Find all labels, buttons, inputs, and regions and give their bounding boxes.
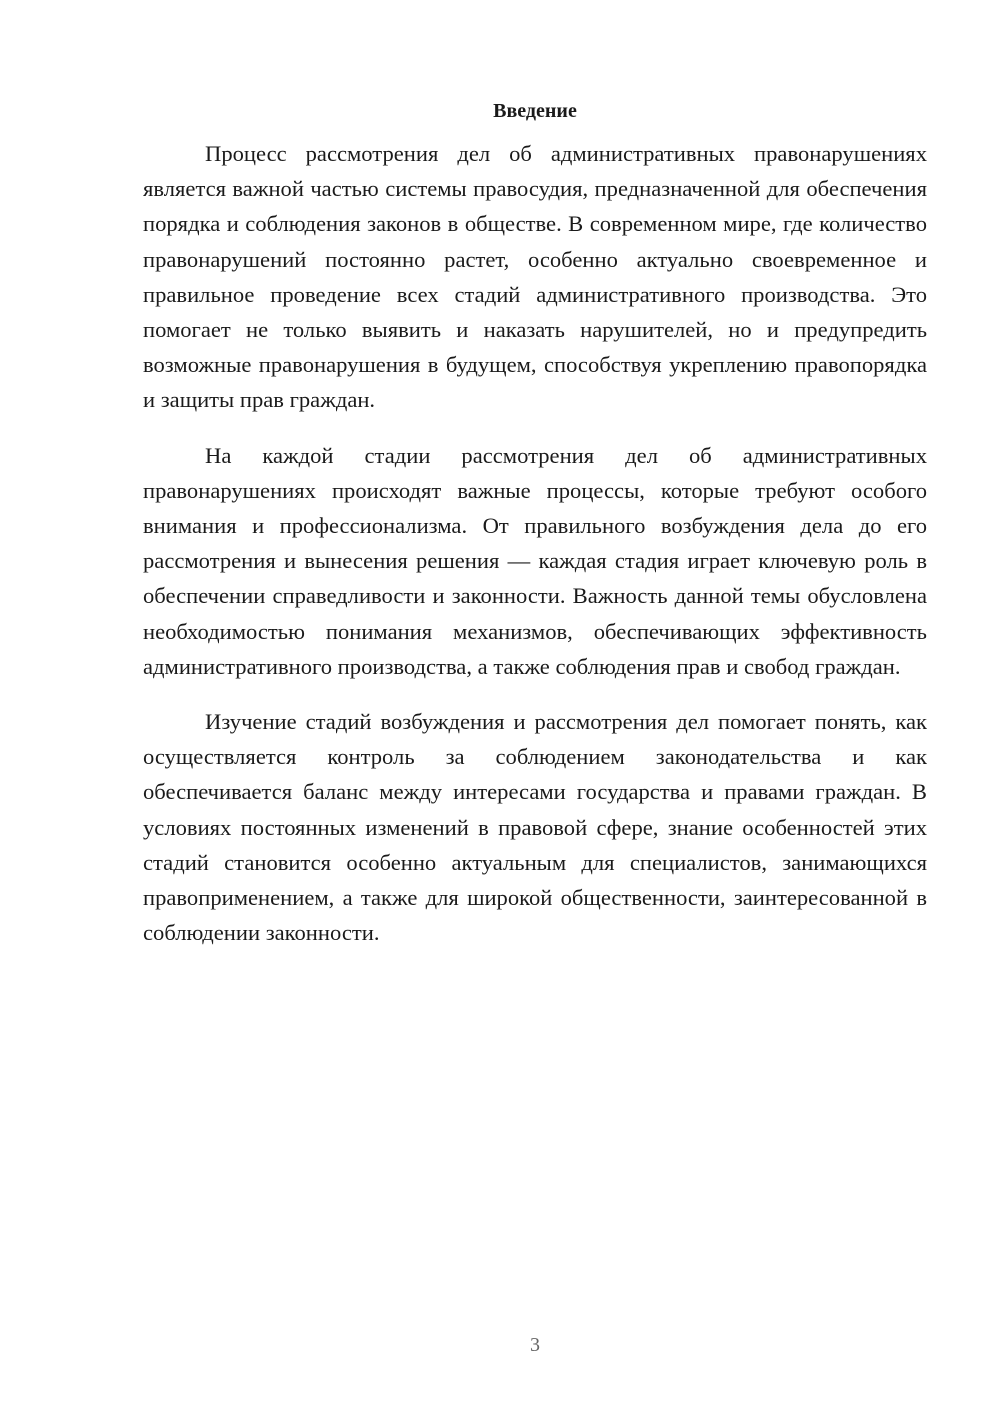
document-body [143, 96, 927, 970]
paragraph-3: Изучение стадий возбуждения и рассмотрения дел помогает понять, как осуществляется контроль за соблюдением законодательства и как обеспечивается баланс между интересами государства и правами граждан. В условиях постоянных изменений в правовой сфере, знание особенностей этих стадий становится особенно актуальным для специалистов, занимающихся правоприменением, а также для широкой общественности, заинтересованной в соблюдении законности. [143, 709, 927, 946]
paragraph-1: Процесс рассмотрения дел об административных правонарушениях является важной частью системы правосудия, предназначенной для обеспечения порядка и соблюдения законов в обществе. В современном мире, где количество правонарушений постоянно растет, особенно актуально своевременное и правильное проведение всех стадий административного производства. Это помогает не только выявить и наказать нарушителей, но и предупредить возможные правонарушения в будущем, способствуя укреплению правопорядка и защиты прав граждан. [143, 141, 927, 413]
section-title: Введение [493, 100, 577, 122]
page-number: 3 [530, 1334, 540, 1356]
paragraph-2: На каждой стадии рассмотрения дел об административных правонарушениях происходят важные процессы, которые требуют особого внимания и профессионализма. От правильного возбуждения дела до его рассмотрения и вынесения решения — каждая стадия играет ключевую роль в обеспечении справедливости и законности. Важность данной темы обусловлена необходимостью понимания механизмов, обеспечивающих эффективность административного производства, а также соблюдения прав и свобод граждан. [143, 442, 927, 679]
